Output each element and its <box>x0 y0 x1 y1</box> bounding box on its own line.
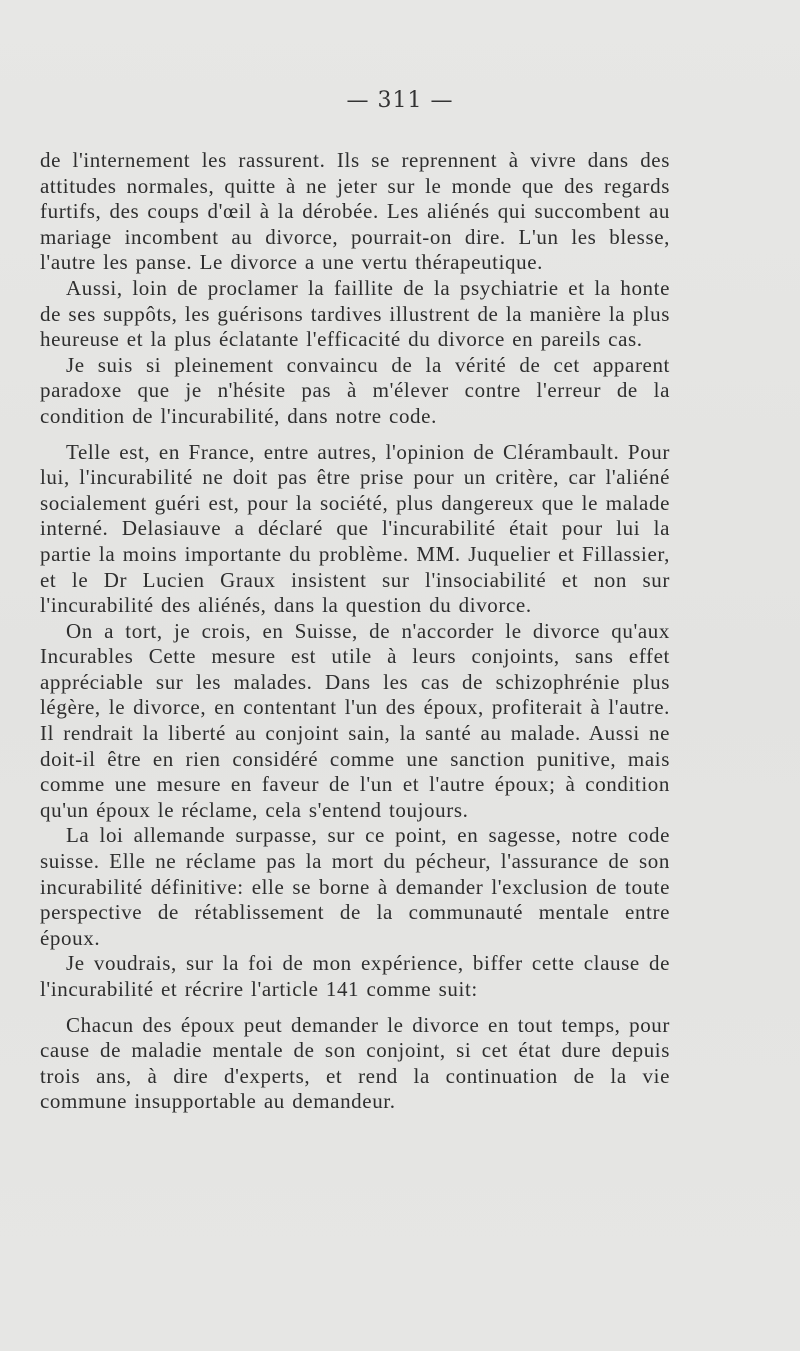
paragraph: de l'internement les rassurent. Ils se reprennent à vivre dans des attitudes normales, quitte à ne jeter sur le monde que des regards furtifs, des coups d'œil à la dérobée. Les aliénés qui succombent au mariage incombent au divorce, pourrait-on dire. L'un les blesse, l'autre les panse. Le divorce a une vertu thérapeutique. <box>40 148 670 275</box>
paragraph: Chacun des époux peut demander le divorce en tout temps, pour cause de maladie mentale de son conjoint, si cet état dure depuis trois ans, à dire d'experts, et rend la continuation de la vie commune insupportable au demandeur. <box>40 1012 670 1114</box>
page-number: — 311 — <box>346 88 454 113</box>
paragraph: Telle est, en France, entre autres, l'opinion de Clérambault. Pour lui, l'incurabilité ne doit pas être prise pour un critère, car l'aliéné socialement guéri est, pour la société, plus dangereux que le malade interné. Delasiauve a déclaré que l'incurabilité était pour lui la partie la moins importante du problème. MM. Juquelier et Fillassier, et le Dr Lucien Graux insistent sur l'insociabilité et non sur l'incurabilité des aliénés, dans la question du divorce. <box>40 439 670 618</box>
paragraph: Je voudrais, sur la foi de mon expérience, biffer cette clause de l'incurabilité et récrire l'article 141 comme suit: <box>40 951 670 1001</box>
paragraph: La loi allemande surpasse, sur ce point, en sagesse, notre code suisse. Elle ne réclame pas la mort du pécheur, l'assurance de son incurabilité définitive: elle se borne à demander l'exclusion de toute perspective de rétablissement de la communauté mentale entre époux. <box>40 823 670 950</box>
body-text <box>40 148 670 1115</box>
paragraph: Je suis si pleinement convaincu de la vérité de cet apparent paradoxe que je n'hésite pas à m'élever contre l'erreur de la condition de l'incurabilité, dans notre code. <box>40 352 670 428</box>
paragraph: Aussi, loin de proclamer la faillite de la psychiatrie et la honte de ses suppôts, les guérisons tardives illustrent de la manière la plus heureuse et la plus éclatante l'efficacité du divorce en pareils cas. <box>40 275 670 352</box>
paragraph: On a tort, je crois, en Suisse, de n'accorder le divorce qu'aux Incurables Cette mesure est utile à leurs conjoints, sans effet appréciable sur les malades. Dans les cas de schizophrénie plus légère, le divorce, en contentant l'un des époux, profiterait à l'autre. Il rendrait la liberté au conjoint sain, la santé au malade. Aussi ne doit-il être en rien considéré comme une sanction punitive, mais comme une mesure en faveur de l'un et l'autre époux; à condition qu'un époux le réclame, cela s'entend toujours. <box>40 618 670 822</box>
